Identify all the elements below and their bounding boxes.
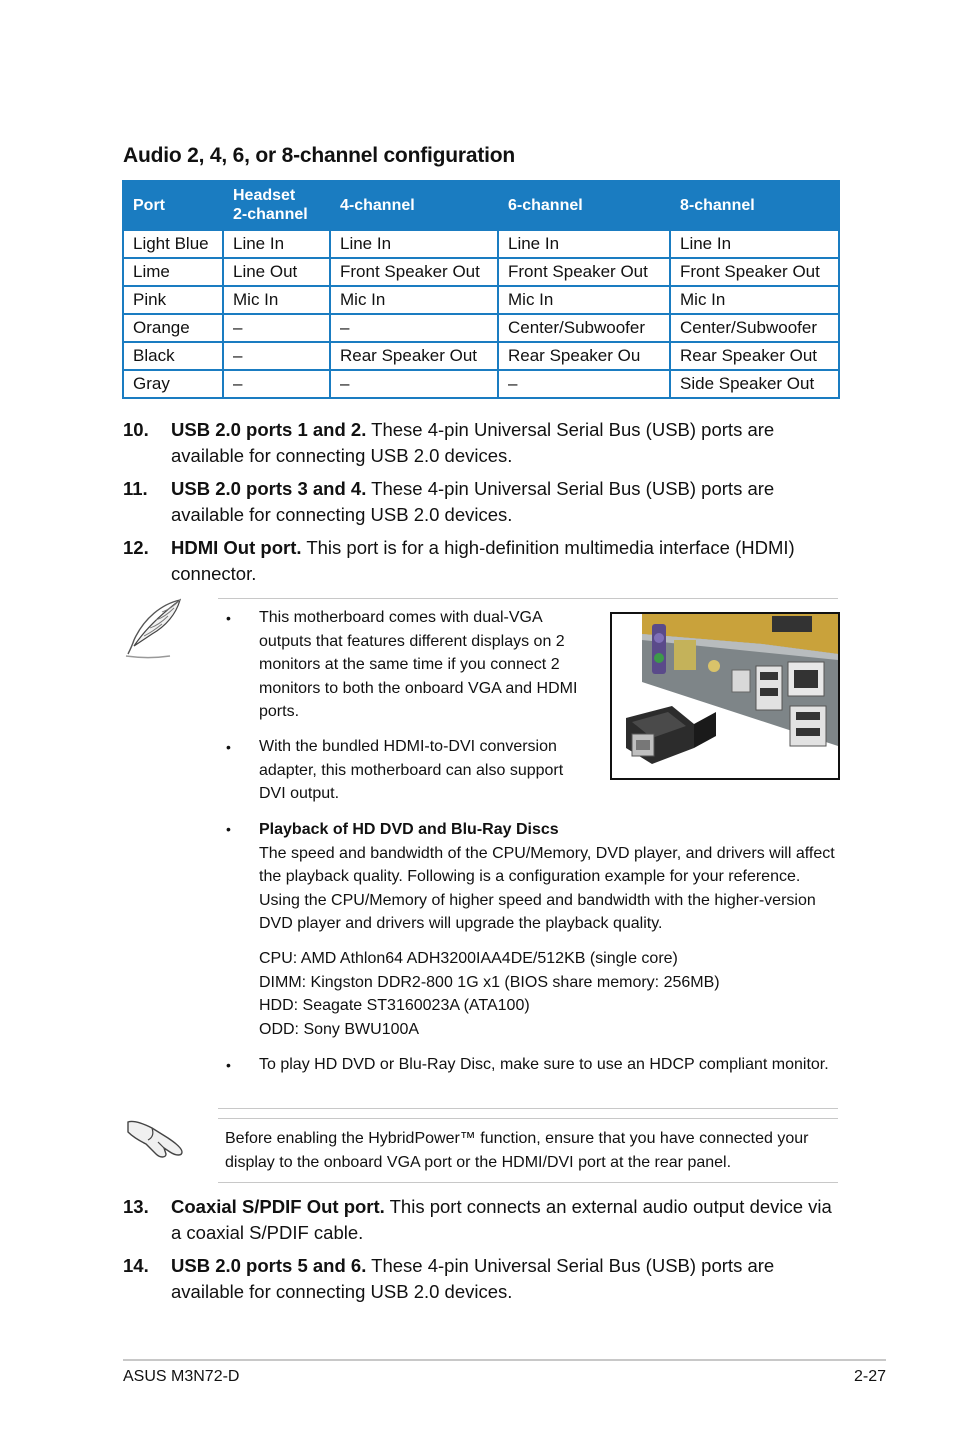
table-cell: Rear Speaker Ou — [498, 342, 670, 370]
table-cell: Front Speaker Out — [670, 258, 839, 286]
item-number: 12. — [123, 537, 149, 558]
item-text: These 4-pin Universal Serial Bus (USB) ports are available for connecting USB 2.0 devices. — [171, 419, 775, 466]
caution-text: Before enabling the HybridPower™ function, ensure that you have connected your display to the onboard VGA port or the HDMI/DVI port at the rear panel. — [225, 1130, 809, 1171]
note-bottom-rule — [218, 1108, 838, 1109]
item-text: These 4-pin Universal Serial Bus (USB) ports are available for connecting USB 2.0 devices. — [171, 1255, 775, 1302]
config-cpu: CPU: AMD Athlon64 ADH3200IAA4DE/512KB (single core) — [259, 950, 678, 967]
item-heading: USB 2.0 ports 3 and 4. — [171, 478, 367, 499]
table-cell: Gray — [123, 370, 223, 398]
hand-pointing-icon — [124, 1114, 186, 1160]
config-dimm: DIMM: Kingston DDR2-800 1G x1 (BIOS share memory: 256MB) — [259, 973, 720, 991]
table-cell: Front Speaker Out — [498, 258, 670, 286]
header-headset-line-1: Headset — [233, 187, 296, 204]
item-number: 11. — [123, 478, 148, 499]
table-cell: Line In — [670, 230, 839, 258]
table-cell: – — [330, 370, 498, 398]
item-number: 14. — [123, 1255, 149, 1276]
table-cell: Mic In — [670, 286, 839, 314]
bullet-dot: • — [226, 1057, 231, 1073]
table-cell: Light Blue — [123, 230, 223, 258]
audio-channel-table — [122, 180, 840, 399]
motherboard-photo — [610, 612, 840, 780]
caution-bottom-rule — [218, 1182, 838, 1183]
table-header-row — [123, 181, 839, 230]
caution-top-rule — [218, 1118, 838, 1119]
list-item-12 — [123, 535, 843, 587]
list-item-13 — [123, 1194, 843, 1246]
item-heading: Coaxial S/PDIF Out port. — [171, 1196, 385, 1217]
note-bullet-dual-vga: This motherboard comes with dual-VGA outputs that features different displays on 2 monitors at the same time if you connect 2 monitors to both the onboard VGA and HDMI ports. — [259, 609, 578, 720]
item-heading: HDMI Out port. — [171, 537, 302, 558]
table-row — [123, 370, 839, 398]
item-text: This port connects an external audio output device via a coaxial S/PDIF cable. — [171, 1196, 832, 1243]
table-cell: Line In — [223, 230, 330, 258]
table-cell: Line In — [330, 230, 498, 258]
table-cell: – — [223, 370, 330, 398]
config-example — [259, 947, 839, 1041]
table-cell: Black — [123, 342, 223, 370]
item-number: 10. — [123, 419, 149, 440]
bullet-dot: • — [226, 739, 231, 755]
header-8ch: 8-channel — [670, 181, 839, 230]
note-bullet-hdcp: To play HD DVD or Blu-Ray Disc, make sure to use an HDCP compliant monitor. — [259, 1056, 829, 1073]
table-row — [123, 286, 839, 314]
config-odd: ODD: Sony BWU100A — [259, 1020, 420, 1038]
playback-heading: Playback of HD DVD and Blu-Ray Discs — [259, 821, 559, 838]
config-hdd: HDD: Seagate ST3160023A (ATA100) — [259, 997, 530, 1014]
item-heading: USB 2.0 ports 5 and 6. — [171, 1255, 367, 1276]
table-cell: – — [330, 314, 498, 342]
header-6ch: 6-channel — [498, 181, 670, 230]
table-cell: Lime — [123, 258, 223, 286]
table-cell: Center/Subwoofer — [498, 314, 670, 342]
item-text: These 4-pin Universal Serial Bus (USB) ports are available for connecting USB 2.0 devices. — [171, 478, 775, 525]
table-cell: Side Speaker Out — [670, 370, 839, 398]
note-bullet-hdmi-dvi: With the bundled HDMI-to-DVI conversion adapter, this motherboard can also support DVI output. — [259, 738, 564, 802]
list-item-11 — [123, 476, 843, 528]
header-headset — [223, 181, 330, 230]
table-cell: Rear Speaker Out — [670, 342, 839, 370]
table-cell: Line Out — [223, 258, 330, 286]
table-cell: Orange — [123, 314, 223, 342]
bullet-dot: • — [226, 610, 231, 626]
header-headset-line-2: 2-channel — [233, 206, 308, 223]
item-text: This port is for a high-definition multimedia interface (HDMI) connector. — [171, 537, 795, 584]
table-cell: – — [223, 342, 330, 370]
item-heading: USB 2.0 ports 1 and 2. — [171, 419, 367, 440]
list-item-10 — [123, 417, 843, 469]
table-cell: Front Speaker Out — [330, 258, 498, 286]
item-number: 13. — [123, 1196, 149, 1217]
table-cell: Line In — [498, 230, 670, 258]
table-row — [123, 230, 839, 258]
feather-pen-icon — [122, 596, 186, 662]
footer-rule — [123, 1359, 886, 1361]
note-bullet-playback — [259, 818, 839, 936]
table-cell: Mic In — [498, 286, 670, 314]
header-port: Port — [123, 181, 223, 230]
table-cell: Mic In — [330, 286, 498, 314]
footer-product-name: ASUS M3N72-D — [123, 1368, 240, 1385]
table-cell: Pink — [123, 286, 223, 314]
table-cell: Rear Speaker Out — [330, 342, 498, 370]
rear-panel-illustration — [612, 614, 838, 778]
footer-page-number: 2-27 — [853, 1368, 886, 1385]
table-cell: – — [223, 314, 330, 342]
playback-text: The speed and bandwidth of the CPU/Memory, DVD player, and drivers will affect the playback quality. Following is a configuration example for your reference. Using the CPU/Memory of higher speed and bandwidth with the higher-version DVD player and drivers will upgrade the playback quality. — [259, 844, 835, 932]
section-title: Audio 2, 4, 6, or 8-channel configuration — [123, 144, 516, 167]
table-cell: Mic In — [223, 286, 330, 314]
table-cell: Center/Subwoofer — [670, 314, 839, 342]
table-row — [123, 258, 839, 286]
note-top-rule — [218, 598, 838, 599]
table-row — [123, 314, 839, 342]
table-cell: – — [498, 370, 670, 398]
list-item-14 — [123, 1253, 843, 1305]
bullet-dot: • — [226, 821, 231, 837]
table-row — [123, 342, 839, 370]
header-4ch: 4-channel — [330, 181, 498, 230]
